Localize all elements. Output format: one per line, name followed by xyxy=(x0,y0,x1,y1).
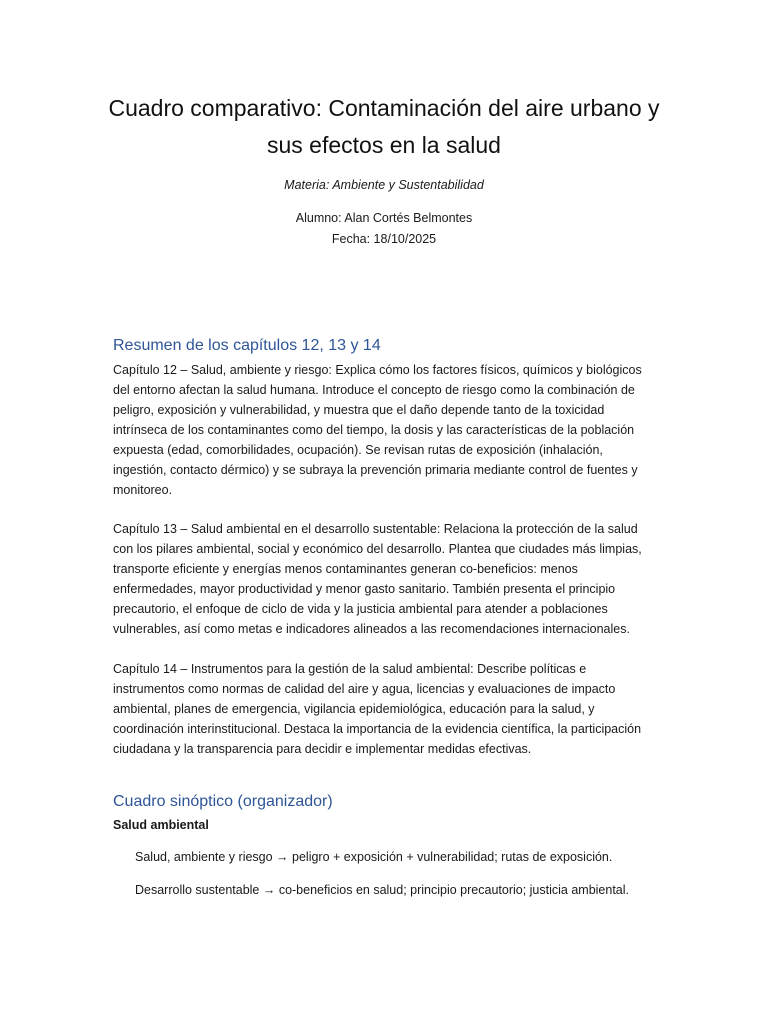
chapter-13-paragraph: Capítulo 13 – Salud ambiental en el desarrollo sustentable: Relaciona la protección de la salud con los pilares ambiental, social y económico del desarrollo. Plantea que ciudades más limpias, transporte eficiente y energías menos contaminantes generan co-beneficios: menos enfermedades, mayor productividad y menor gasto sanitario. También presenta el principio precautorio, el enfoque de ciclo de vida y la justicia ambiental para atender a poblaciones vulnerables, así como metas e indicadores alineados a las recomendaciones internacionales. xyxy=(113,522,642,636)
date-line: Fecha: 18/10/2025 xyxy=(331,232,437,246)
student-line: Alumno: Alan Cortés Belmontes xyxy=(295,211,473,225)
summary-heading: Resumen de los capítulos 12, 13 y 14 xyxy=(113,337,381,354)
document-title: Cuadro comparativo: Contaminación del aire urbano y sus efectos en la salud xyxy=(108,95,660,158)
chapter-12-paragraph: Capítulo 12 – Salud, ambiente y riesgo: Explica cómo los factores físicos, químicos y biológicos del entorno afectan la salud humana. Introduce el concepto de riesgo como la combinación de peligro, exposición y vulnerabilidad, y muestra que el daño depende tanto de la toxicidad intrínseca de los contaminantes como del tiempo, la dosis y las características de la población expuesta (edad, comorbilidades, ocupación). Se revisan rutas de exposición (inhalación, ingestión, contacto dérmico) y se subraya la prevención primaria mediante control de fuentes y monitoreo. xyxy=(113,363,642,497)
subject-line: Materia: Ambiente y Sustentabilidad xyxy=(284,178,484,192)
synoptic-subheading: Salud ambiental xyxy=(113,818,209,832)
synoptic-item: Desarrollo sustentable → co-beneficios en salud; principio precautorio; justicia ambiental. xyxy=(135,883,630,897)
synoptic-item: Salud, ambiente y riesgo → peligro + exposición + vulnerabilidad; rutas de exposición. xyxy=(135,850,613,864)
synoptic-heading: Cuadro sinóptico (organizador) xyxy=(113,793,333,810)
chapter-14-paragraph: Capítulo 14 – Instrumentos para la gestión de la salud ambiental: Describe políticas e instrumentos como normas de calidad del aire y agua, licencias y evaluaciones de impacto ambiental, planes de emergencia, vigilancia epidemiológica, educación para la salud, y coordinación interinstitucional. Destaca la importancia de la evidencia científica, la participación ciudadana y la transparencia para decidir e implementar medidas efectivas. xyxy=(113,662,642,756)
